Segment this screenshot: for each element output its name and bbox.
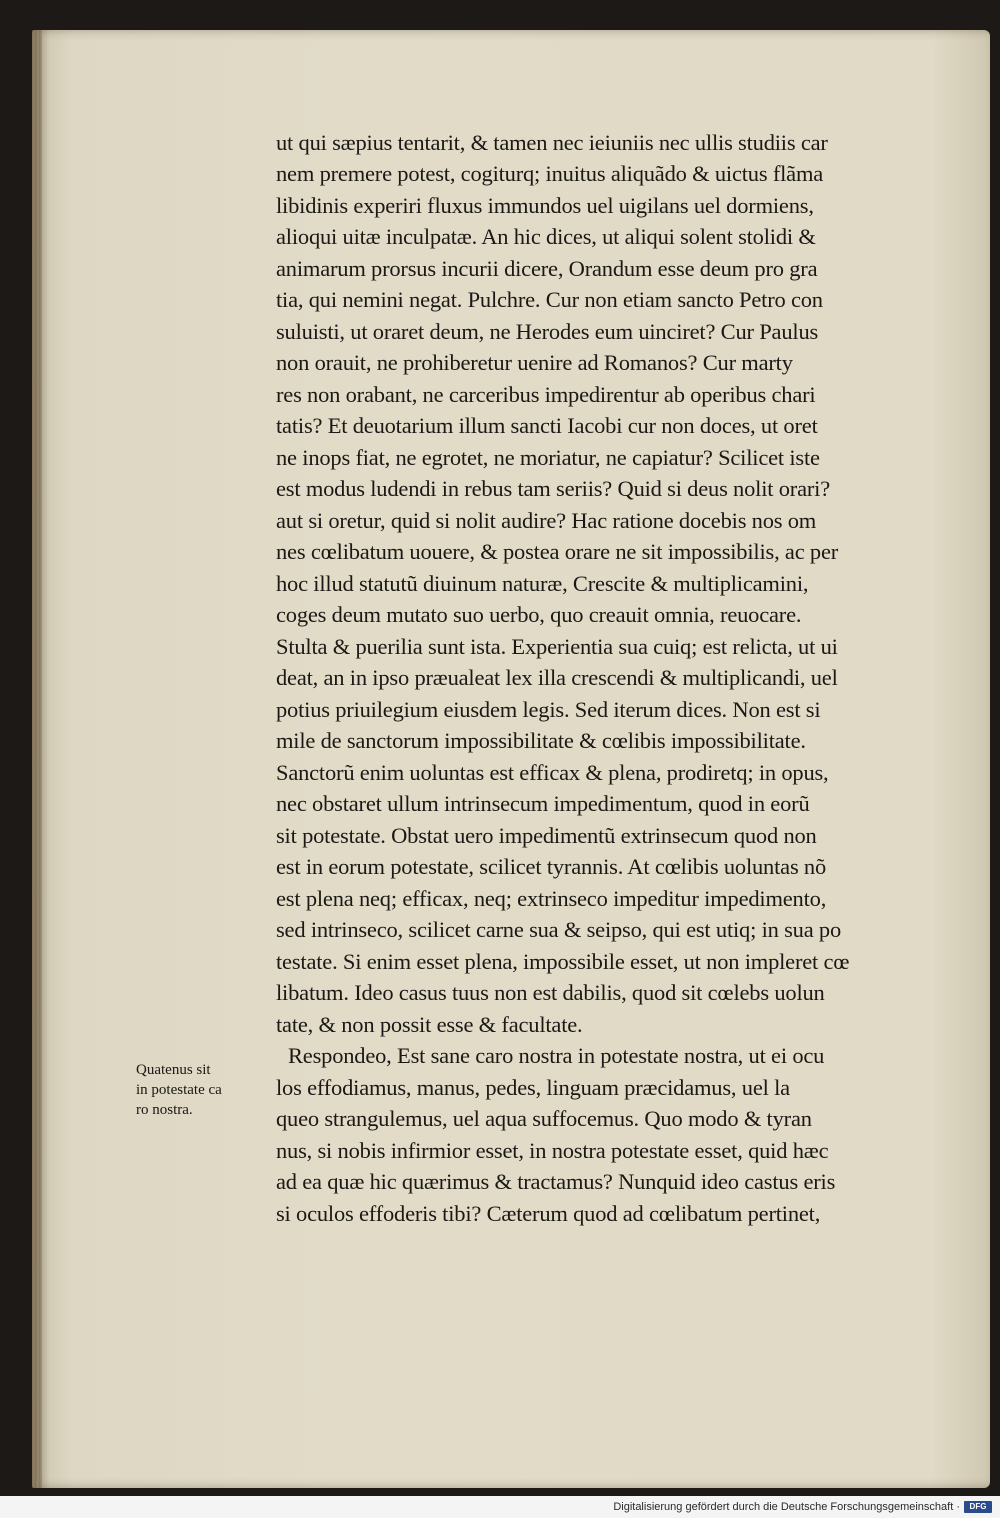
- text-line: Stulta & puerilia sunt ista. Experientia sua cuiq; est relicta, ut ui: [276, 634, 838, 659]
- text-line: animarum prorsus incurii dicere, Orandum esse deum pro gra: [276, 256, 818, 281]
- text-line: tia, qui nemini negat. Pulchre. Cur non etiam sancto Petro con: [276, 287, 823, 312]
- text-line: sit potestate. Obstat uero impedimentũ extrinsecum quod non: [276, 823, 817, 848]
- digitization-footer: [0, 1496, 1000, 1518]
- text-line: coges deum mutato suo uerbo, quo creauit omnia, reuocare.: [276, 602, 802, 627]
- text-line: tatis? Et deuotarium illum sancti Iacobi cur non doces, ut oret: [276, 413, 818, 438]
- text-line: ne inops fiat, ne egrotet, ne moriatur, ne capiatur? Scilicet iste: [276, 445, 820, 470]
- text-line: suluisti, ut oraret deum, ne Herodes eum uinciret? Cur Paulus: [276, 319, 819, 344]
- text-line: res non orabant, ne carceribus impedirentur ab operibus chari: [276, 382, 816, 407]
- text-line: est modus ludendi in rebus tam seriis? Quid si deus nolit orari?: [276, 476, 830, 501]
- text-line: alioqui uitæ inculpatæ. An hic dices, ut aliqui solent stolidi &: [276, 224, 816, 249]
- text-line: deat, an in ipso præualeat lex illa crescendi & multiplicandi, uel: [276, 665, 838, 690]
- text-line: libatum. Ideo casus tuus non est dabilis, quod sit cœlebs uolun: [276, 980, 825, 1005]
- marginal-note-line: ro nostra.: [136, 1102, 193, 1118]
- marginal-note-line: Quatenus sit: [136, 1062, 211, 1078]
- text-line: testate. Si enim esset plena, impossibile esset, ut non impleret cœ: [276, 949, 850, 974]
- page-binding-edge: [32, 30, 42, 1488]
- text-line: non orauit, ne prohiberetur uenire ad Romanos? Cur marty: [276, 350, 793, 375]
- text-line: tate, & non possit esse & facultate.: [276, 1012, 583, 1037]
- text-line: nes cœlibatum uouere, & postea orare ne sit impossibilis, ac per: [276, 539, 839, 564]
- text-line: potius priuilegium eiusdem legis. Sed iterum dices. Non est si: [276, 697, 821, 722]
- text-line: queo strangulemus, uel aqua suffocemus. Quo modo & tyran: [276, 1106, 812, 1131]
- text-line: ut qui sæpius tentarit, & tamen nec ieiuniis nec ullis studiis car: [276, 130, 828, 155]
- footer-credit-text: Digitalisierung gefördert durch die Deutsche Forschungsgemeinschaft ·: [613, 1501, 960, 1513]
- text-line: mile de sanctorum impossibilitate & cœlibis impossibilitate.: [276, 728, 806, 753]
- text-line: Sanctorũ enim uoluntas est efficax & plena, prodiretq; in opus,: [276, 760, 829, 785]
- text-line: si oculos effoderis tibi? Cæterum quod ad cœlibatum pertinet,: [276, 1201, 821, 1226]
- text-line: ad ea quæ hic quærimus & tractamus? Nunquid ideo castus eris: [276, 1169, 836, 1194]
- text-line: aut si oretur, quid si nolit audire? Hac ratione docebis nos om: [276, 508, 817, 533]
- text-line: est in eorum potestate, scilicet tyrannis. At cœlibis uoluntas nõ: [276, 854, 827, 879]
- marginal-note-line: in potestate ca: [136, 1082, 222, 1098]
- text-line: sed intrinseco, scilicet carne sua & seipso, qui est utiq; in sua po: [276, 917, 842, 942]
- marginal-note: [136, 1060, 272, 1120]
- dfg-logo: DFG: [964, 1501, 992, 1513]
- text-line: nec obstaret ullum intrinsecum impedimentum, quod in eorũ: [276, 791, 810, 816]
- text-line: los effodiamus, manus, pedes, linguam præcidamus, uel la: [276, 1075, 790, 1100]
- text-line: Respondeo, Est sane caro nostra in potestate nostra, ut ei ocu: [288, 1043, 825, 1068]
- text-line: est plena neq; efficax, neq; extrinseco impeditur impedimento,: [276, 886, 827, 911]
- text-line: hoc illud statutũ diuinum naturæ, Crescite & multiplicamini,: [276, 571, 809, 596]
- text-line: nem premere potest, cogiturq; inuitus aliquãdo & uictus flãma: [276, 161, 824, 186]
- text-line: libidinis experiri fluxus immundos uel uigilans uel dormiens,: [276, 193, 814, 218]
- text-line: nus, si nobis infirmior esset, in nostra potestate esset, quid hæc: [276, 1138, 829, 1163]
